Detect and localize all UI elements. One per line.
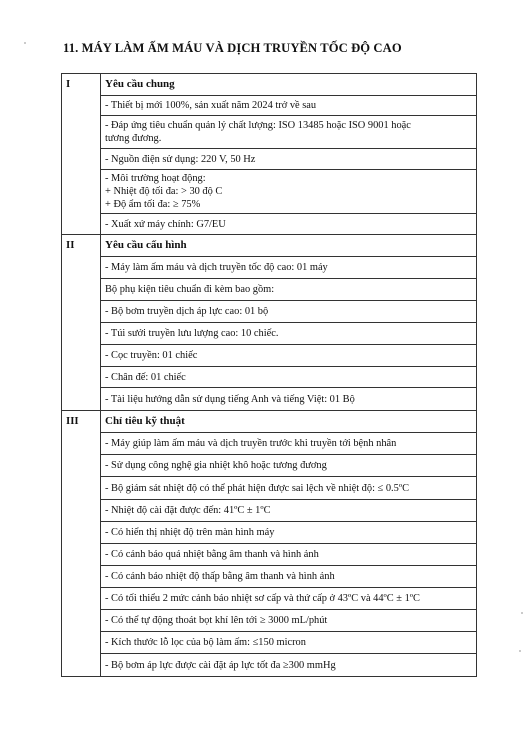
scan-speck [519,650,521,652]
spec-cell [101,433,477,455]
spec-table [61,73,477,677]
spec-cell [101,367,477,388]
section-header-row [62,411,477,433]
spec-line: - Cọc truyền: 01 chiếc [105,350,198,361]
spec-row [62,433,477,455]
spec-line: - Thiết bị mới 100%, sản xuất năm 2024 trở về sau [105,100,317,111]
spec-row [62,301,477,323]
section-header-row [62,235,477,257]
spec-line: tương đương. [105,133,162,144]
spec-line: - Tài liệu hướng dẫn sử dụng tiếng Anh và tiếng Việt: 01 Bộ [105,393,355,405]
section-heading: Yêu cầu cấu hình [101,235,477,257]
spec-cell [101,544,477,566]
spec-line: - Máy giúp làm ấm máu và dịch truyền trước khi truyền tới bệnh nhân [105,438,397,449]
spec-line: - Túi sưởi truyền lưu lượng cao: 10 chiếc. [105,328,279,339]
spec-cell [101,96,477,116]
section-number: I [62,74,101,235]
spec-cell [101,632,477,654]
section-number: II [62,235,101,411]
spec-line: - Bộ bơm truyền dịch áp lực cao: 01 bộ [105,306,269,317]
spec-row [62,367,477,388]
spec-cell [101,500,477,522]
spec-line: - Sử dụng công nghệ gia nhiệt khô hoặc tương đương [105,460,327,471]
spec-line: - Kích thước lỗ lọc của bộ làm ấm: ≤150 micron [105,637,306,648]
spec-line: - Có tối thiểu 2 mức cảnh báo nhiệt sơ cấp và thứ cấp ở 43ºC và 44ºC ± 1ºC [105,593,420,604]
spec-cell [101,149,477,170]
spec-cell [101,654,477,677]
section-header-row [62,74,477,96]
section-number: III [62,411,101,677]
spec-line: - Chân đế: 01 chiếc [105,371,186,383]
spec-line: - Có thể tự động thoát bọt khí lên tới ≥ 3000 mL/phút [105,615,328,626]
spec-row [62,170,477,214]
spec-cell [101,588,477,610]
spec-cell [101,522,477,544]
spec-row [62,610,477,632]
page-title: 11. MÁY LÀM ẤM MÁU VÀ DỊCH TRUYỀN TỐC ĐỘ CAO [63,41,402,55]
spec-cell [101,345,477,367]
spec-line: - Máy làm ấm máu và dịch truyền tốc độ cao: 01 máy [105,262,328,273]
spec-cell [101,477,477,500]
spec-cell [101,610,477,632]
spec-row [62,149,477,170]
spec-line: - Môi trường hoạt động: [105,173,206,184]
spec-row [62,345,477,367]
spec-line: - Có hiển thị nhiệt độ trên màn hình máy [105,527,275,538]
spec-row [62,455,477,477]
spec-line: Bộ phụ kiện tiêu chuẩn đi kèm bao gồm: [105,284,275,295]
spec-row [62,477,477,500]
spec-line: - Đáp ứng tiêu chuẩn quản lý chất lượng: ISO 13485 hoặc ISO 9001 hoặc [105,120,411,131]
spec-row [62,323,477,345]
spec-cell [101,388,477,411]
spec-line: - Nguồn điện sử dụng: 220 V, 50 Hz [105,153,256,165]
spec-cell [101,301,477,323]
spec-row [62,588,477,610]
spec-row [62,632,477,654]
spec-cell [101,323,477,345]
spec-line: + Nhiệt độ tối đa: > 30 độ C [105,186,223,197]
spec-line: - Nhiệt độ cài đặt được đến: 41ºC ± 1ºC [105,505,271,516]
scan-speck [521,612,523,614]
spec-row [62,654,477,677]
spec-row [62,544,477,566]
spec-cell [101,455,477,477]
spec-row [62,566,477,588]
spec-line: - Có cảnh báo quá nhiệt bằng âm thanh và hình ảnh [105,549,319,560]
section-heading: Chỉ tiêu kỹ thuật [101,411,477,433]
spec-line: - Có cảnh báo nhiệt độ thấp bằng âm thanh và hình ảnh [105,571,335,582]
spec-row [62,388,477,411]
spec-cell [101,170,477,214]
spec-row [62,522,477,544]
spec-cell [101,566,477,588]
spec-line: - Bộ bơm áp lực được cài đặt áp lực tốt đa ≥300 mmHg [105,659,336,671]
spec-line: - Bộ giám sát nhiệt độ có thể phát hiện được sai lệch về nhiệt độ: ≤ 0.5ºC [105,482,409,494]
spec-row [62,257,477,279]
scan-speck [24,42,26,44]
spec-row [62,500,477,522]
section-heading: Yêu cầu chung [101,74,477,96]
spec-cell [101,279,477,301]
spec-line: - Xuất xứ máy chính: G7/EU [105,218,226,230]
spec-cell [101,257,477,279]
spec-row [62,214,477,235]
spec-row [62,116,477,149]
spec-line: + Độ ẩm tối đa: ≥ 75% [105,199,201,210]
spec-cell [101,214,477,235]
spec-cell [101,116,477,149]
spec-row [62,279,477,301]
spec-row [62,96,477,116]
